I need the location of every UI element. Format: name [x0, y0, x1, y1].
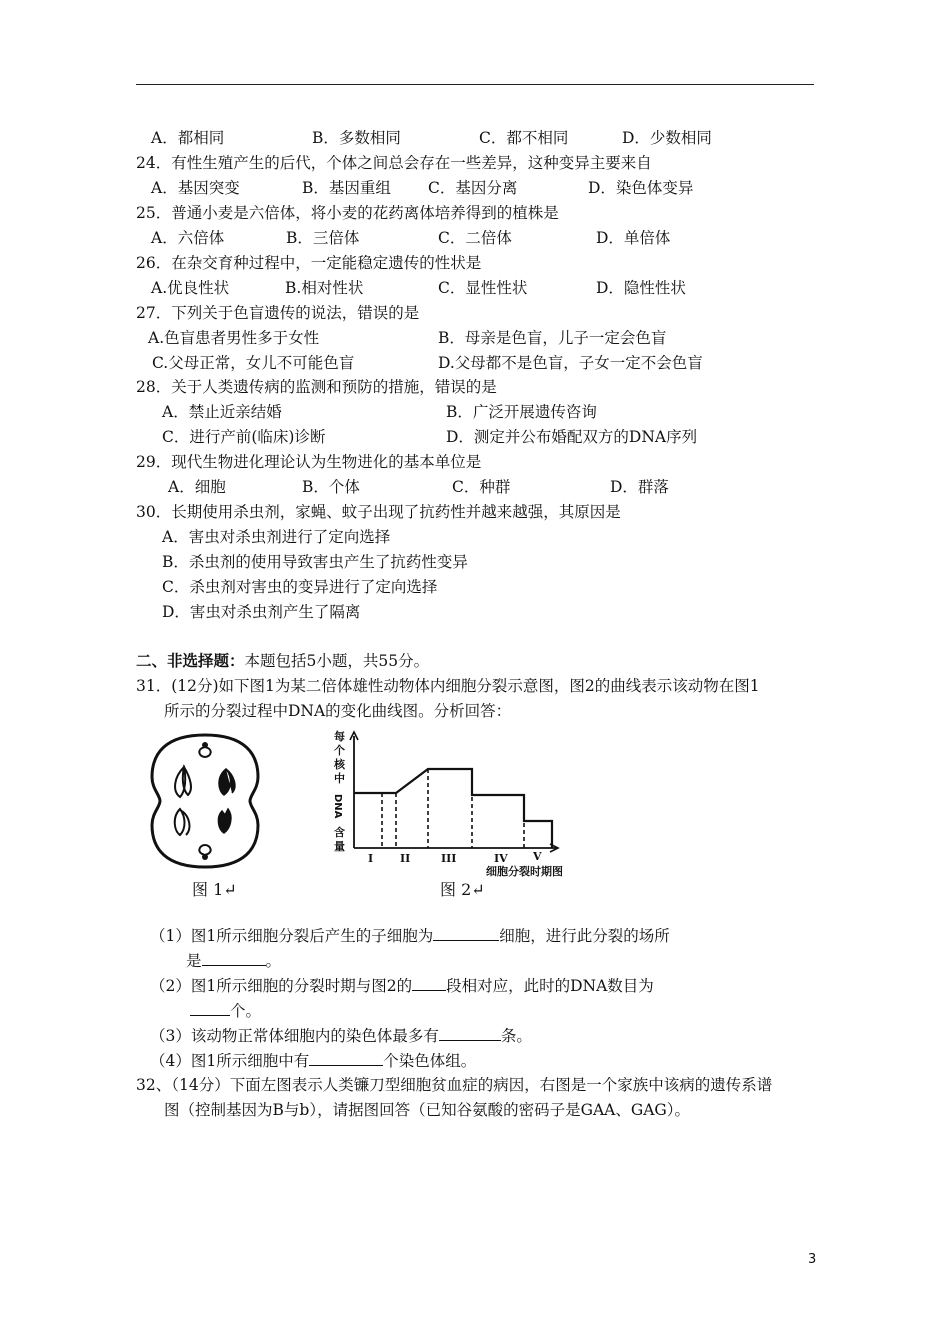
spindle-bottom: [199, 845, 210, 855]
figure2-dna-curve: [354, 769, 552, 848]
q31-sub2-blank1[interactable]: [412, 975, 446, 991]
q29-option-d: D．群落: [610, 478, 669, 496]
stage-label-5: V: [533, 850, 542, 863]
figure1-caption: 图 1↵: [192, 880, 237, 899]
q31-sub3-text-a: （3）该动物正常体细胞内的染色体最多有: [150, 1027, 439, 1045]
q28-option-b: B．广泛开展遗传咨询: [446, 403, 597, 421]
q30-option-b: B．杀虫剂的使用导致害虫产生了抗药性变异: [162, 553, 468, 571]
q30-option-d: D．害虫对杀虫剂产生了隔离: [162, 603, 361, 621]
q26-option-a: A.优良性状: [151, 279, 230, 297]
q31-sub1-text-d: 。: [265, 952, 282, 970]
figure2-caption: 图 2↵: [440, 880, 485, 899]
q31-sub2-line1: [150, 975, 654, 996]
cell-outline: [152, 735, 258, 867]
q27-option-c: C.父母正常，女儿不可能色盲: [152, 354, 355, 372]
q24-option-b: B．基因重组: [302, 179, 391, 197]
q31-sub3-blank[interactable]: [439, 1025, 501, 1041]
q31-sub4-text-b: 个染色体组。: [383, 1052, 477, 1070]
q28-option-c: C．进行产前(临床)诊断: [162, 428, 326, 446]
q32-line1: 32、（14分）下面左图表示人类镰刀型细胞贫血症的病因，右图是一个家族中该病的遗传系谱: [136, 1076, 773, 1094]
q29-option-b: B．个体: [302, 478, 360, 496]
q28-stem: 28．关于人类遗传病的监测和预防的措施，错误的是: [136, 378, 497, 396]
q31-sub2-blank2[interactable]: [190, 1000, 230, 1016]
q31-sub2-text-b: 段相对应，此时的DNA数目为: [446, 977, 654, 995]
q31-sub2-text-c: 个。: [230, 1002, 262, 1020]
figure1-cell-diagram: [146, 731, 264, 871]
q31-sub2-text-a: （2）图1所示细胞的分裂时期与图2的: [150, 977, 413, 995]
spindle-top: [199, 747, 210, 757]
stage-label-4: IV: [494, 852, 508, 865]
q28-option-d: D．测定并公布婚配双方的DNA序列: [446, 428, 698, 446]
q31-sub4-blank[interactable]: [309, 1050, 383, 1066]
q25-option-b: B．三倍体: [286, 229, 360, 247]
q25-option-d: D．单倍体: [596, 229, 671, 247]
svg-text:核: 核: [334, 758, 345, 771]
q31-sub1-blank1[interactable]: [433, 925, 499, 941]
stage-label-1: I: [368, 852, 374, 865]
q31-line1: 31．(12分)如下图1为某二倍体雄性动物体内细胞分裂示意图，图2的曲线表示该动物在图1: [136, 677, 760, 695]
section2-title: 二、非选择题：: [136, 651, 245, 670]
q24-option-d: D．染色体变异: [588, 179, 694, 197]
svg-text:中: 中: [334, 772, 345, 785]
svg-text:量: 量: [334, 840, 345, 853]
centriole-top: [202, 742, 208, 748]
q31-sub4-text-a: （4）图1所示细胞中有: [150, 1052, 310, 1070]
q31-sub3-line: [150, 1025, 532, 1046]
q31-sub2-line2: [190, 1000, 261, 1021]
svg-text:DNA: DNA: [332, 794, 343, 819]
chromosome-left-upper: [175, 767, 191, 797]
q26-option-c: C．显性性状: [438, 279, 528, 297]
q28-option-a: A．禁止近亲结婚: [162, 403, 282, 421]
figure2-dna-chart: [330, 726, 610, 878]
centriole-bottom: [202, 854, 208, 860]
chromosome-left-lower: [175, 809, 190, 835]
q24-stem: 24．有性生殖产生的后代，个体之间总会存在一些差异，这种变异主要来自: [136, 154, 652, 172]
q25-option-c: C．二倍体: [438, 229, 512, 247]
svg-text:含: 含: [334, 826, 345, 839]
q24-option-a: A．基因突变: [151, 179, 240, 197]
q23-option-d: D．少数相同: [622, 129, 712, 147]
q29-stem: 29．现代生物进化理论认为生物进化的基本单位是: [136, 453, 482, 471]
q31-sub1-text-a: （1）图1所示细胞分裂后产生的子细胞为: [150, 927, 434, 945]
section2-desc: 本题包括5小题，共55分。: [244, 652, 430, 670]
section2-heading: [136, 651, 429, 671]
svg-text:每: 每: [334, 730, 345, 743]
q29-option-a: A．细胞: [168, 478, 226, 496]
stage-label-3: III: [441, 852, 457, 865]
q30-stem: 30．长期使用杀虫剂，家蝇、蚊子出现了抗药性并越来越强，其原因是: [136, 503, 621, 521]
q31-sub4-line: [150, 1050, 476, 1071]
q31-sub1-line2: [186, 950, 281, 971]
q31-sub1-text-c: 是: [186, 952, 202, 970]
q23-option-b: B．多数相同: [312, 129, 401, 147]
q25-stem: 25．普通小麦是六倍体，将小麦的花药离体培养得到的植株是: [136, 204, 559, 222]
chromosome-right-upper: [219, 769, 235, 795]
q26-option-b: B.相对性状: [285, 279, 364, 297]
q27-option-b: B．母亲是色盲，儿子一定会色盲: [438, 329, 667, 347]
q27-stem: 27．下列关于色盲遗传的说法，错误的是: [136, 304, 420, 322]
q26-option-d: D．隐性性状: [596, 279, 686, 297]
q30-option-c: C．杀虫剂对害虫的变异进行了定向选择: [162, 578, 438, 596]
figure2-xlabel: 细胞分裂时期图: [486, 865, 563, 878]
q23-option-c: C．都不相同: [479, 129, 569, 147]
q26-stem: 26．在杂交育种过程中，一定能稳定遗传的性状是: [136, 254, 482, 272]
q31-sub3-text-b: 条。: [500, 1027, 532, 1045]
q27-option-d: D.父母都不是色盲，子女一定不会色盲: [438, 354, 703, 372]
q29-option-c: C．种群: [452, 478, 511, 496]
figure2-ylabel: [332, 729, 346, 853]
q27-option-a: A.色盲患者男性多于女性: [148, 329, 320, 347]
q31-sub1-blank2[interactable]: [202, 950, 266, 966]
q31-sub1-line1: [150, 925, 670, 946]
stage-label-2: II: [400, 852, 411, 865]
svg-text:个: 个: [334, 744, 345, 757]
q24-option-c: C．基因分离: [428, 179, 518, 197]
q25-option-a: A．六倍体: [151, 229, 225, 247]
chromosome-right-lower: [218, 809, 231, 833]
q31-line2: 所示的分裂过程中DNA的变化曲线图。分析回答：: [164, 702, 512, 720]
q30-option-a: A．害虫对杀虫剂进行了定向选择: [162, 528, 391, 546]
q23-option-a: A．都相同: [151, 129, 225, 147]
q31-sub1-text-b: 细胞，进行此分裂的场所: [499, 927, 670, 945]
q32-line2: 图（控制基因为B与b），请据图回答（已知谷氨酸的密码子是GAA、GAG）。: [164, 1101, 691, 1119]
header-rule: [136, 84, 814, 85]
page-number: 3: [808, 1252, 817, 1267]
